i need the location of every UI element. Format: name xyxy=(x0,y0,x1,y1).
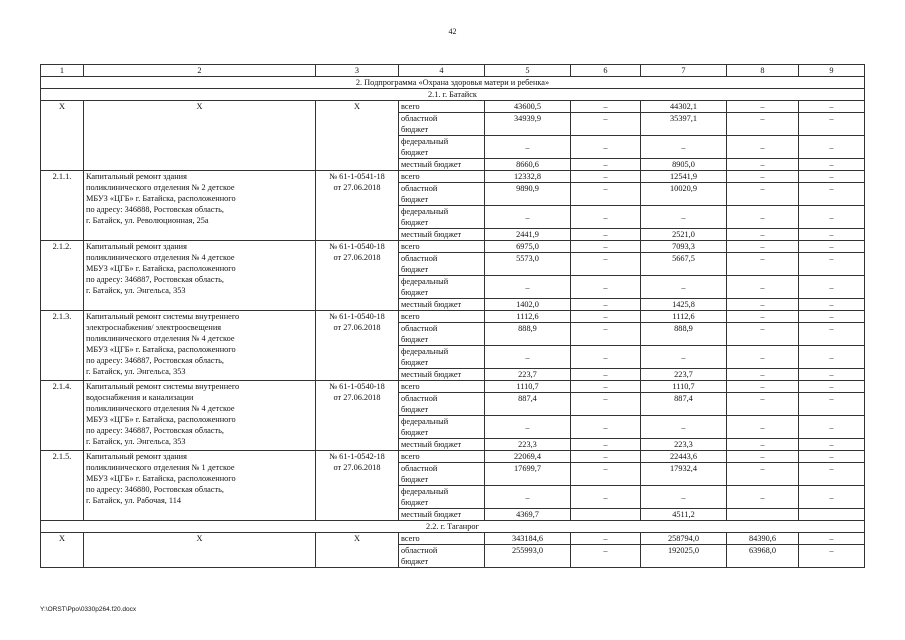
value-cell: 7093,3 xyxy=(641,241,727,253)
value-cell: – xyxy=(799,486,865,509)
object-name-line: Капитальный ремонт здания xyxy=(86,452,187,461)
value-cell: – xyxy=(641,486,727,509)
value-cell: – xyxy=(641,416,727,439)
object-name-line: МБУЗ «ЦГБ» г. Батайска, расположенного xyxy=(86,194,236,203)
object-name-line: водоснабжения и канализации xyxy=(86,393,194,402)
object-name-line: поликлинического отделения № 4 детское xyxy=(86,404,235,413)
table-row xyxy=(41,101,865,113)
budget-source-label xyxy=(399,416,485,439)
object-name xyxy=(84,241,316,311)
budget-source-line: областной xyxy=(401,324,438,333)
value-cell: – xyxy=(571,113,641,136)
row-number: Х xyxy=(41,533,84,568)
value-cell: – xyxy=(571,253,641,276)
object-name-line: поликлинического отделения № 2 детское xyxy=(86,183,235,192)
document-ref-line: № 61-1-0541-18 xyxy=(329,172,385,181)
value-cell: – xyxy=(485,486,571,509)
value-cell: – xyxy=(727,463,799,486)
object-name xyxy=(84,381,316,451)
value-cell: – xyxy=(485,346,571,369)
value-cell: 34939,9 xyxy=(485,113,571,136)
object-name-line: г. Батайск, ул. Энгельса, 353 xyxy=(86,286,186,295)
value-cell: – xyxy=(799,113,865,136)
value-cell: 2521,0 xyxy=(641,229,727,241)
section-title: 2.2. г. Таганрог xyxy=(41,521,865,533)
object-name-line: по адресу: 346887, Ростовская область, xyxy=(86,426,224,435)
object-name-line: по адресу: 346888, Ростовская область, xyxy=(86,205,224,214)
budget-source-label xyxy=(399,159,485,171)
value-cell: – xyxy=(799,101,865,113)
budget-source-label xyxy=(399,533,485,545)
value-cell: – xyxy=(571,393,641,416)
budget-source-line: всего xyxy=(401,382,420,391)
value-cell: – xyxy=(641,206,727,229)
value-cell: 9890,9 xyxy=(485,183,571,206)
value-cell: 1112,6 xyxy=(641,311,727,323)
budget-source-line: федеральный xyxy=(401,487,449,496)
budget-source-line: областной xyxy=(401,114,438,123)
value-cell: 1425,8 xyxy=(641,299,727,311)
header-cell: 1 xyxy=(41,65,84,77)
budget-source-line: бюджет xyxy=(401,148,429,157)
document-ref-line: от 27.06.2018 xyxy=(333,323,381,332)
value-cell: 8905,0 xyxy=(641,159,727,171)
table-row xyxy=(41,171,865,183)
budget-source-label xyxy=(399,509,485,521)
document-ref-line: № 61-1-0542-18 xyxy=(329,452,385,461)
budget-source-line: федеральный xyxy=(401,347,449,356)
value-cell: – xyxy=(727,101,799,113)
value-cell: – xyxy=(799,206,865,229)
header-cell: 3 xyxy=(316,65,399,77)
value-cell: – xyxy=(571,229,641,241)
value-cell: – xyxy=(799,183,865,206)
budget-source-label xyxy=(399,486,485,509)
value-cell: 1110,7 xyxy=(641,381,727,393)
object-name-line: г. Батайск, ул. Революционная, 25а xyxy=(86,216,209,225)
page-number: 42 xyxy=(448,27,457,36)
row-number: 2.1.1. xyxy=(41,171,84,241)
document-ref-line: Х xyxy=(354,534,360,543)
budget-source-label xyxy=(399,311,485,323)
value-cell: 17932,4 xyxy=(641,463,727,486)
value-cell: 192025,0 xyxy=(641,545,727,568)
value-cell: – xyxy=(799,346,865,369)
budget-source-line: бюджет xyxy=(401,265,429,274)
budget-source-label xyxy=(399,113,485,136)
header-cell: 9 xyxy=(799,65,865,77)
budget-source-line: областной xyxy=(401,464,438,473)
budget-source-line: всего xyxy=(401,242,420,251)
value-cell: 12332,8 xyxy=(485,171,571,183)
budget-source-line: федеральный xyxy=(401,137,449,146)
value-cell: 8660,6 xyxy=(485,159,571,171)
object-name-line: Капитальный ремонт системы внутреннего xyxy=(86,312,240,321)
object-name-line: МБУЗ «ЦГБ» г. Батайска, расположенного xyxy=(86,345,236,354)
value-cell: – xyxy=(571,533,641,545)
object-name-line: г. Батайск, ул. Рабочая, 114 xyxy=(86,496,182,505)
budget-source-line: всего xyxy=(401,534,420,543)
value-cell: 43600,5 xyxy=(485,101,571,113)
budget-source-line: бюджет xyxy=(401,218,429,227)
value-cell: 2441,9 xyxy=(485,229,571,241)
budget-source-label xyxy=(399,101,485,113)
value-cell: 5667,5 xyxy=(641,253,727,276)
budget-source-label xyxy=(399,299,485,311)
value-cell: – xyxy=(727,159,799,171)
value-cell: – xyxy=(571,136,641,159)
value-cell: – xyxy=(571,381,641,393)
row-number: 2.1.2. xyxy=(41,241,84,311)
value-cell: 63968,0 xyxy=(727,545,799,568)
value-cell: 10020,9 xyxy=(641,183,727,206)
value-cell: – xyxy=(485,416,571,439)
object-name xyxy=(84,533,316,568)
budget-source-label xyxy=(399,241,485,253)
budget-source-line: местный бюджет xyxy=(401,160,462,169)
header-cell: 2 xyxy=(84,65,316,77)
budget-source-line: бюджет xyxy=(401,475,429,484)
budget-source-label xyxy=(399,451,485,463)
table-row xyxy=(41,533,865,545)
value-cell: – xyxy=(727,253,799,276)
budget-source-line: федеральный xyxy=(401,277,449,286)
value-cell: – xyxy=(571,463,641,486)
header-cell: 8 xyxy=(727,65,799,77)
budget-source-line: бюджет xyxy=(401,335,429,344)
section-row xyxy=(41,89,865,101)
budget-source-label xyxy=(399,136,485,159)
budget-source-label xyxy=(399,253,485,276)
row-number: Х xyxy=(41,101,84,171)
object-name-line: по адресу: 346887, Ростовская область, xyxy=(86,275,224,284)
value-cell: – xyxy=(799,241,865,253)
value-cell: – xyxy=(727,439,799,451)
object-name xyxy=(84,311,316,381)
header-cell: 6 xyxy=(571,65,641,77)
value-cell: – xyxy=(799,545,865,568)
value-cell: – xyxy=(799,159,865,171)
budget-source-label xyxy=(399,229,485,241)
value-cell: – xyxy=(571,311,641,323)
value-cell: – xyxy=(727,381,799,393)
value-cell: 22069,4 xyxy=(485,451,571,463)
value-cell: 1402,0 xyxy=(485,299,571,311)
document-ref xyxy=(316,171,399,241)
budget-source-line: федеральный xyxy=(401,417,449,426)
value-cell: – xyxy=(799,369,865,381)
value-cell: – xyxy=(799,253,865,276)
budget-source-line: бюджет xyxy=(401,195,429,204)
value-cell: – xyxy=(571,416,641,439)
value-cell: – xyxy=(641,346,727,369)
row-number: 2.1.5. xyxy=(41,451,84,521)
value-cell: – xyxy=(799,381,865,393)
value-cell: 35397,1 xyxy=(641,113,727,136)
value-cell: – xyxy=(641,276,727,299)
budget-source-line: бюджет xyxy=(401,428,429,437)
value-cell: – xyxy=(727,311,799,323)
value-cell: – xyxy=(799,311,865,323)
value-cell: 17699,7 xyxy=(485,463,571,486)
section-title: 2.1. г. Батайск xyxy=(41,89,865,101)
value-cell: 887,4 xyxy=(485,393,571,416)
object-name-line: Капитальный ремонт системы внутреннего xyxy=(86,382,240,391)
section-row xyxy=(41,521,865,533)
value-cell: 12541,9 xyxy=(641,171,727,183)
row-number: 2.1.4. xyxy=(41,381,84,451)
object-name-line: Х xyxy=(196,534,203,543)
value-cell: – xyxy=(571,101,641,113)
object-name-line: г. Батайск, ул. Энгельса, 353 xyxy=(86,367,186,376)
budget-source-label xyxy=(399,369,485,381)
subprogram-row xyxy=(41,77,865,89)
value-cell: – xyxy=(799,463,865,486)
budget-source-line: всего xyxy=(401,312,420,321)
budget-source-label xyxy=(399,381,485,393)
value-cell: 44302,1 xyxy=(641,101,727,113)
value-cell: – xyxy=(727,393,799,416)
value-cell: – xyxy=(485,206,571,229)
value-cell: 255993,0 xyxy=(485,545,571,568)
budget-source-line: бюджет xyxy=(401,125,429,134)
value-cell: – xyxy=(727,369,799,381)
value-cell: 258794,0 xyxy=(641,533,727,545)
value-cell: 223,3 xyxy=(485,439,571,451)
budget-table xyxy=(40,64,865,568)
table-row xyxy=(41,451,865,463)
value-cell: – xyxy=(727,171,799,183)
document-ref xyxy=(316,311,399,381)
document-ref-line: № 61-1-0540-18 xyxy=(329,382,385,391)
object-name-line: по адресу: 346880, Ростовская область, xyxy=(86,485,224,494)
value-cell: 223,7 xyxy=(641,369,727,381)
value-cell: – xyxy=(571,346,641,369)
value-cell: – xyxy=(727,113,799,136)
value-cell: – xyxy=(727,206,799,229)
value-cell: – xyxy=(571,439,641,451)
budget-source-label xyxy=(399,463,485,486)
value-cell: 84390,6 xyxy=(727,533,799,545)
document-ref-line: от 27.06.2018 xyxy=(333,183,381,192)
value-cell: 4369,7 xyxy=(485,509,571,521)
value-cell: 6975,0 xyxy=(485,241,571,253)
value-cell xyxy=(799,509,865,521)
value-cell: – xyxy=(571,369,641,381)
budget-source-line: всего xyxy=(401,102,420,111)
document-ref-line: от 27.06.2018 xyxy=(333,393,381,402)
value-cell: – xyxy=(727,346,799,369)
table-row xyxy=(41,381,865,393)
document-ref xyxy=(316,451,399,521)
value-cell: – xyxy=(799,451,865,463)
document-ref-line: от 27.06.2018 xyxy=(333,463,381,472)
header-cell: 7 xyxy=(641,65,727,77)
value-cell: – xyxy=(571,241,641,253)
object-name-line: Капитальный ремонт здания xyxy=(86,242,187,251)
budget-source-line: бюджет xyxy=(401,288,429,297)
value-cell: – xyxy=(727,229,799,241)
budget-source-line: областной xyxy=(401,546,438,555)
document-ref-line: от 27.06.2018 xyxy=(333,253,381,262)
value-cell: 888,9 xyxy=(485,323,571,346)
value-cell: – xyxy=(727,451,799,463)
document-ref-line: № 61-1-0540-18 xyxy=(329,242,385,251)
value-cell: – xyxy=(799,171,865,183)
budget-source-label xyxy=(399,323,485,346)
value-cell xyxy=(571,509,641,521)
document-ref xyxy=(316,533,399,568)
value-cell: – xyxy=(727,323,799,346)
object-name-line: поликлинического отделения № 4 детское xyxy=(86,253,235,262)
budget-source-line: местный бюджет xyxy=(401,440,462,449)
value-cell: – xyxy=(727,136,799,159)
object-name xyxy=(84,451,316,521)
budget-source-line: областной xyxy=(401,184,438,193)
budget-source-line: всего xyxy=(401,172,420,181)
value-cell: – xyxy=(799,533,865,545)
budget-source-line: всего xyxy=(401,452,420,461)
value-cell: – xyxy=(571,299,641,311)
object-name xyxy=(84,171,316,241)
value-cell: – xyxy=(727,416,799,439)
subprogram-title: 2. Подпрограмма «Охрана здоровья матери и ребенка» xyxy=(41,77,865,89)
value-cell: 223,3 xyxy=(641,439,727,451)
value-cell: – xyxy=(727,486,799,509)
object-name-line: Капитальный ремонт здания xyxy=(86,172,187,181)
budget-source-line: областной xyxy=(401,254,438,263)
budget-source-label xyxy=(399,206,485,229)
document-ref xyxy=(316,101,399,171)
budget-source-line: бюджет xyxy=(401,405,429,414)
value-cell: 1110,7 xyxy=(485,381,571,393)
value-cell: – xyxy=(799,393,865,416)
header-row xyxy=(41,65,865,77)
object-name-line: Х xyxy=(196,102,203,111)
budget-source-label xyxy=(399,545,485,568)
object-name-line: поликлинического отделения № 1 детское xyxy=(86,463,235,472)
value-cell: – xyxy=(571,183,641,206)
value-cell: – xyxy=(799,439,865,451)
table-row xyxy=(41,241,865,253)
value-cell: – xyxy=(571,486,641,509)
value-cell: – xyxy=(727,183,799,206)
value-cell: – xyxy=(727,299,799,311)
object-name-line: электроснабжения/ электроосвещения xyxy=(86,323,222,332)
value-cell: – xyxy=(799,323,865,346)
value-cell: – xyxy=(799,136,865,159)
value-cell: – xyxy=(799,229,865,241)
value-cell: 888,9 xyxy=(641,323,727,346)
value-cell: – xyxy=(799,416,865,439)
budget-source-line: бюджет xyxy=(401,498,429,507)
row-number: 2.1.3. xyxy=(41,311,84,381)
value-cell: – xyxy=(727,276,799,299)
value-cell: – xyxy=(641,136,727,159)
value-cell: – xyxy=(571,545,641,568)
value-cell: – xyxy=(571,451,641,463)
budget-source-line: местный бюджет xyxy=(401,370,462,379)
value-cell: – xyxy=(571,171,641,183)
document-ref-line: Х xyxy=(354,102,360,111)
budget-source-label xyxy=(399,346,485,369)
header-cell: 5 xyxy=(485,65,571,77)
budget-source-label xyxy=(399,439,485,451)
value-cell: – xyxy=(571,159,641,171)
value-cell: – xyxy=(799,299,865,311)
value-cell: 343184,6 xyxy=(485,533,571,545)
budget-source-line: бюджет xyxy=(401,557,429,566)
object-name-line: г. Батайск, ул. Энгельса, 353 xyxy=(86,437,186,446)
header-cell: 4 xyxy=(399,65,485,77)
budget-source-label xyxy=(399,183,485,206)
value-cell: 22443,6 xyxy=(641,451,727,463)
document-ref xyxy=(316,381,399,451)
value-cell: – xyxy=(799,276,865,299)
budget-source-line: местный бюджет xyxy=(401,510,462,519)
budget-source-label xyxy=(399,393,485,416)
value-cell: – xyxy=(485,276,571,299)
value-cell: 223,7 xyxy=(485,369,571,381)
value-cell: – xyxy=(571,276,641,299)
object-name-line: МБУЗ «ЦГБ» г. Батайска, расположенного xyxy=(86,474,236,483)
object-name-line: поликлинического отделения № 4 детское xyxy=(86,334,235,343)
budget-source-line: местный бюджет xyxy=(401,300,462,309)
budget-source-line: федеральный xyxy=(401,207,449,216)
object-name-line: МБУЗ «ЦГБ» г. Батайска, расположенного xyxy=(86,264,236,273)
object-name-line: по адресу: 346887, Ростовская область, xyxy=(86,356,224,365)
document-ref-line: № 61-1-0540-18 xyxy=(329,312,385,321)
budget-source-label xyxy=(399,171,485,183)
value-cell: – xyxy=(571,206,641,229)
document-ref xyxy=(316,241,399,311)
value-cell: 887,4 xyxy=(641,393,727,416)
footer-file-path: Y:\ORST\Ppo\0330p264.f20.docx xyxy=(40,606,137,613)
value-cell: 4511,2 xyxy=(641,509,727,521)
budget-source-line: областной xyxy=(401,394,438,403)
budget-source-label xyxy=(399,276,485,299)
value-cell: 5573,0 xyxy=(485,253,571,276)
object-name xyxy=(84,101,316,171)
value-cell: 1112,6 xyxy=(485,311,571,323)
value-cell xyxy=(727,509,799,521)
value-cell: – xyxy=(727,241,799,253)
object-name-line: МБУЗ «ЦГБ» г. Батайска, расположенного xyxy=(86,415,236,424)
value-cell: – xyxy=(571,323,641,346)
table-row xyxy=(41,311,865,323)
budget-source-line: местный бюджет xyxy=(401,230,462,239)
budget-source-line: бюджет xyxy=(401,358,429,367)
value-cell: – xyxy=(485,136,571,159)
